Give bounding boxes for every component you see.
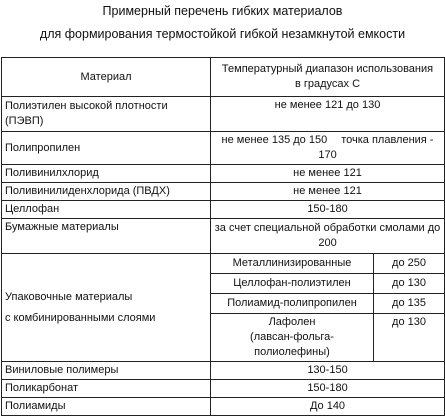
- table-row: [2, 362, 445, 380]
- subtype-line2: (лавсан-фольга-полиолефины): [250, 331, 334, 358]
- subtype-cell: Полиамид-полипропилен: [211, 294, 374, 314]
- material-cell: Поливинилхлорид: [2, 165, 211, 183]
- subtype-line1: Лафолен: [268, 316, 316, 328]
- table-row: [2, 254, 445, 274]
- material-line1: Упаковочные материалы: [5, 290, 133, 303]
- header-range-line1: Температурный диапазон использования: [221, 63, 434, 75]
- material-line1: Полиэтилен высокой плотности: [5, 100, 168, 112]
- header-temperature-range: [211, 58, 445, 97]
- materials-table: [1, 57, 445, 416]
- range-cell: 150-180: [211, 201, 445, 219]
- header-range-line2: в градусах С: [294, 78, 361, 90]
- material-cell: Целлофан: [2, 201, 211, 219]
- subtype-range-cell: до 130: [374, 274, 445, 294]
- material-cell: Поликарбонат: [2, 380, 211, 398]
- material-cell: Бумажные материалы: [2, 219, 211, 254]
- melting-point-note: точка плавления - 170: [318, 134, 434, 161]
- material-line2: (ПЭВП): [5, 115, 44, 127]
- range-line2: 200: [318, 237, 337, 249]
- range-cell: 150-180: [211, 380, 445, 398]
- table-row: [2, 398, 445, 416]
- header-material: Материал: [2, 58, 211, 97]
- range-value: не менее 135 до 150: [221, 134, 328, 146]
- subtype-cell: Целлофан-полиэтилен: [211, 274, 374, 294]
- range-cell: не менее 121: [211, 165, 445, 183]
- subtype-range-cell: до 135: [374, 294, 445, 314]
- range-cell: не менее 121: [211, 183, 445, 201]
- table-row: [2, 201, 445, 219]
- material-cell: [2, 254, 211, 362]
- material-cell: [2, 97, 211, 132]
- material-cell: Полипропилен: [2, 132, 211, 165]
- material-cell: Виниловые полимеры: [2, 362, 211, 380]
- subtype-cell: [211, 314, 374, 362]
- subtype-range-cell: до 250: [374, 254, 445, 274]
- material-cell: Полиамиды: [2, 398, 211, 416]
- table-row: [2, 183, 445, 201]
- table-header-row: [2, 58, 445, 97]
- table-row: [2, 165, 445, 183]
- range-cell: До 140: [211, 398, 445, 416]
- document-title-line1: Примерный перечень гибких материалов: [102, 4, 343, 18]
- table-row: [2, 97, 445, 132]
- material-cell: Поливинилиденхлорида (ПВДХ): [2, 183, 211, 201]
- range-cell: не менее 121 до 130: [211, 97, 445, 132]
- range-line1: за счет специальной обработки смолами до: [214, 222, 441, 234]
- range-cell: 130-150: [211, 362, 445, 380]
- document-title-line2: для формирования термостойкой гибкой незамкнутой емкости: [39, 27, 406, 41]
- table-row: [2, 132, 445, 165]
- subtype-range-cell: до 130: [374, 314, 445, 362]
- range-cell: [211, 132, 445, 165]
- range-cell: [211, 219, 445, 254]
- table-row: [2, 380, 445, 398]
- material-line2: с комбинированными слоями: [5, 311, 156, 324]
- subtype-cell: Металлинизированные: [211, 254, 374, 274]
- table-row: [2, 219, 445, 254]
